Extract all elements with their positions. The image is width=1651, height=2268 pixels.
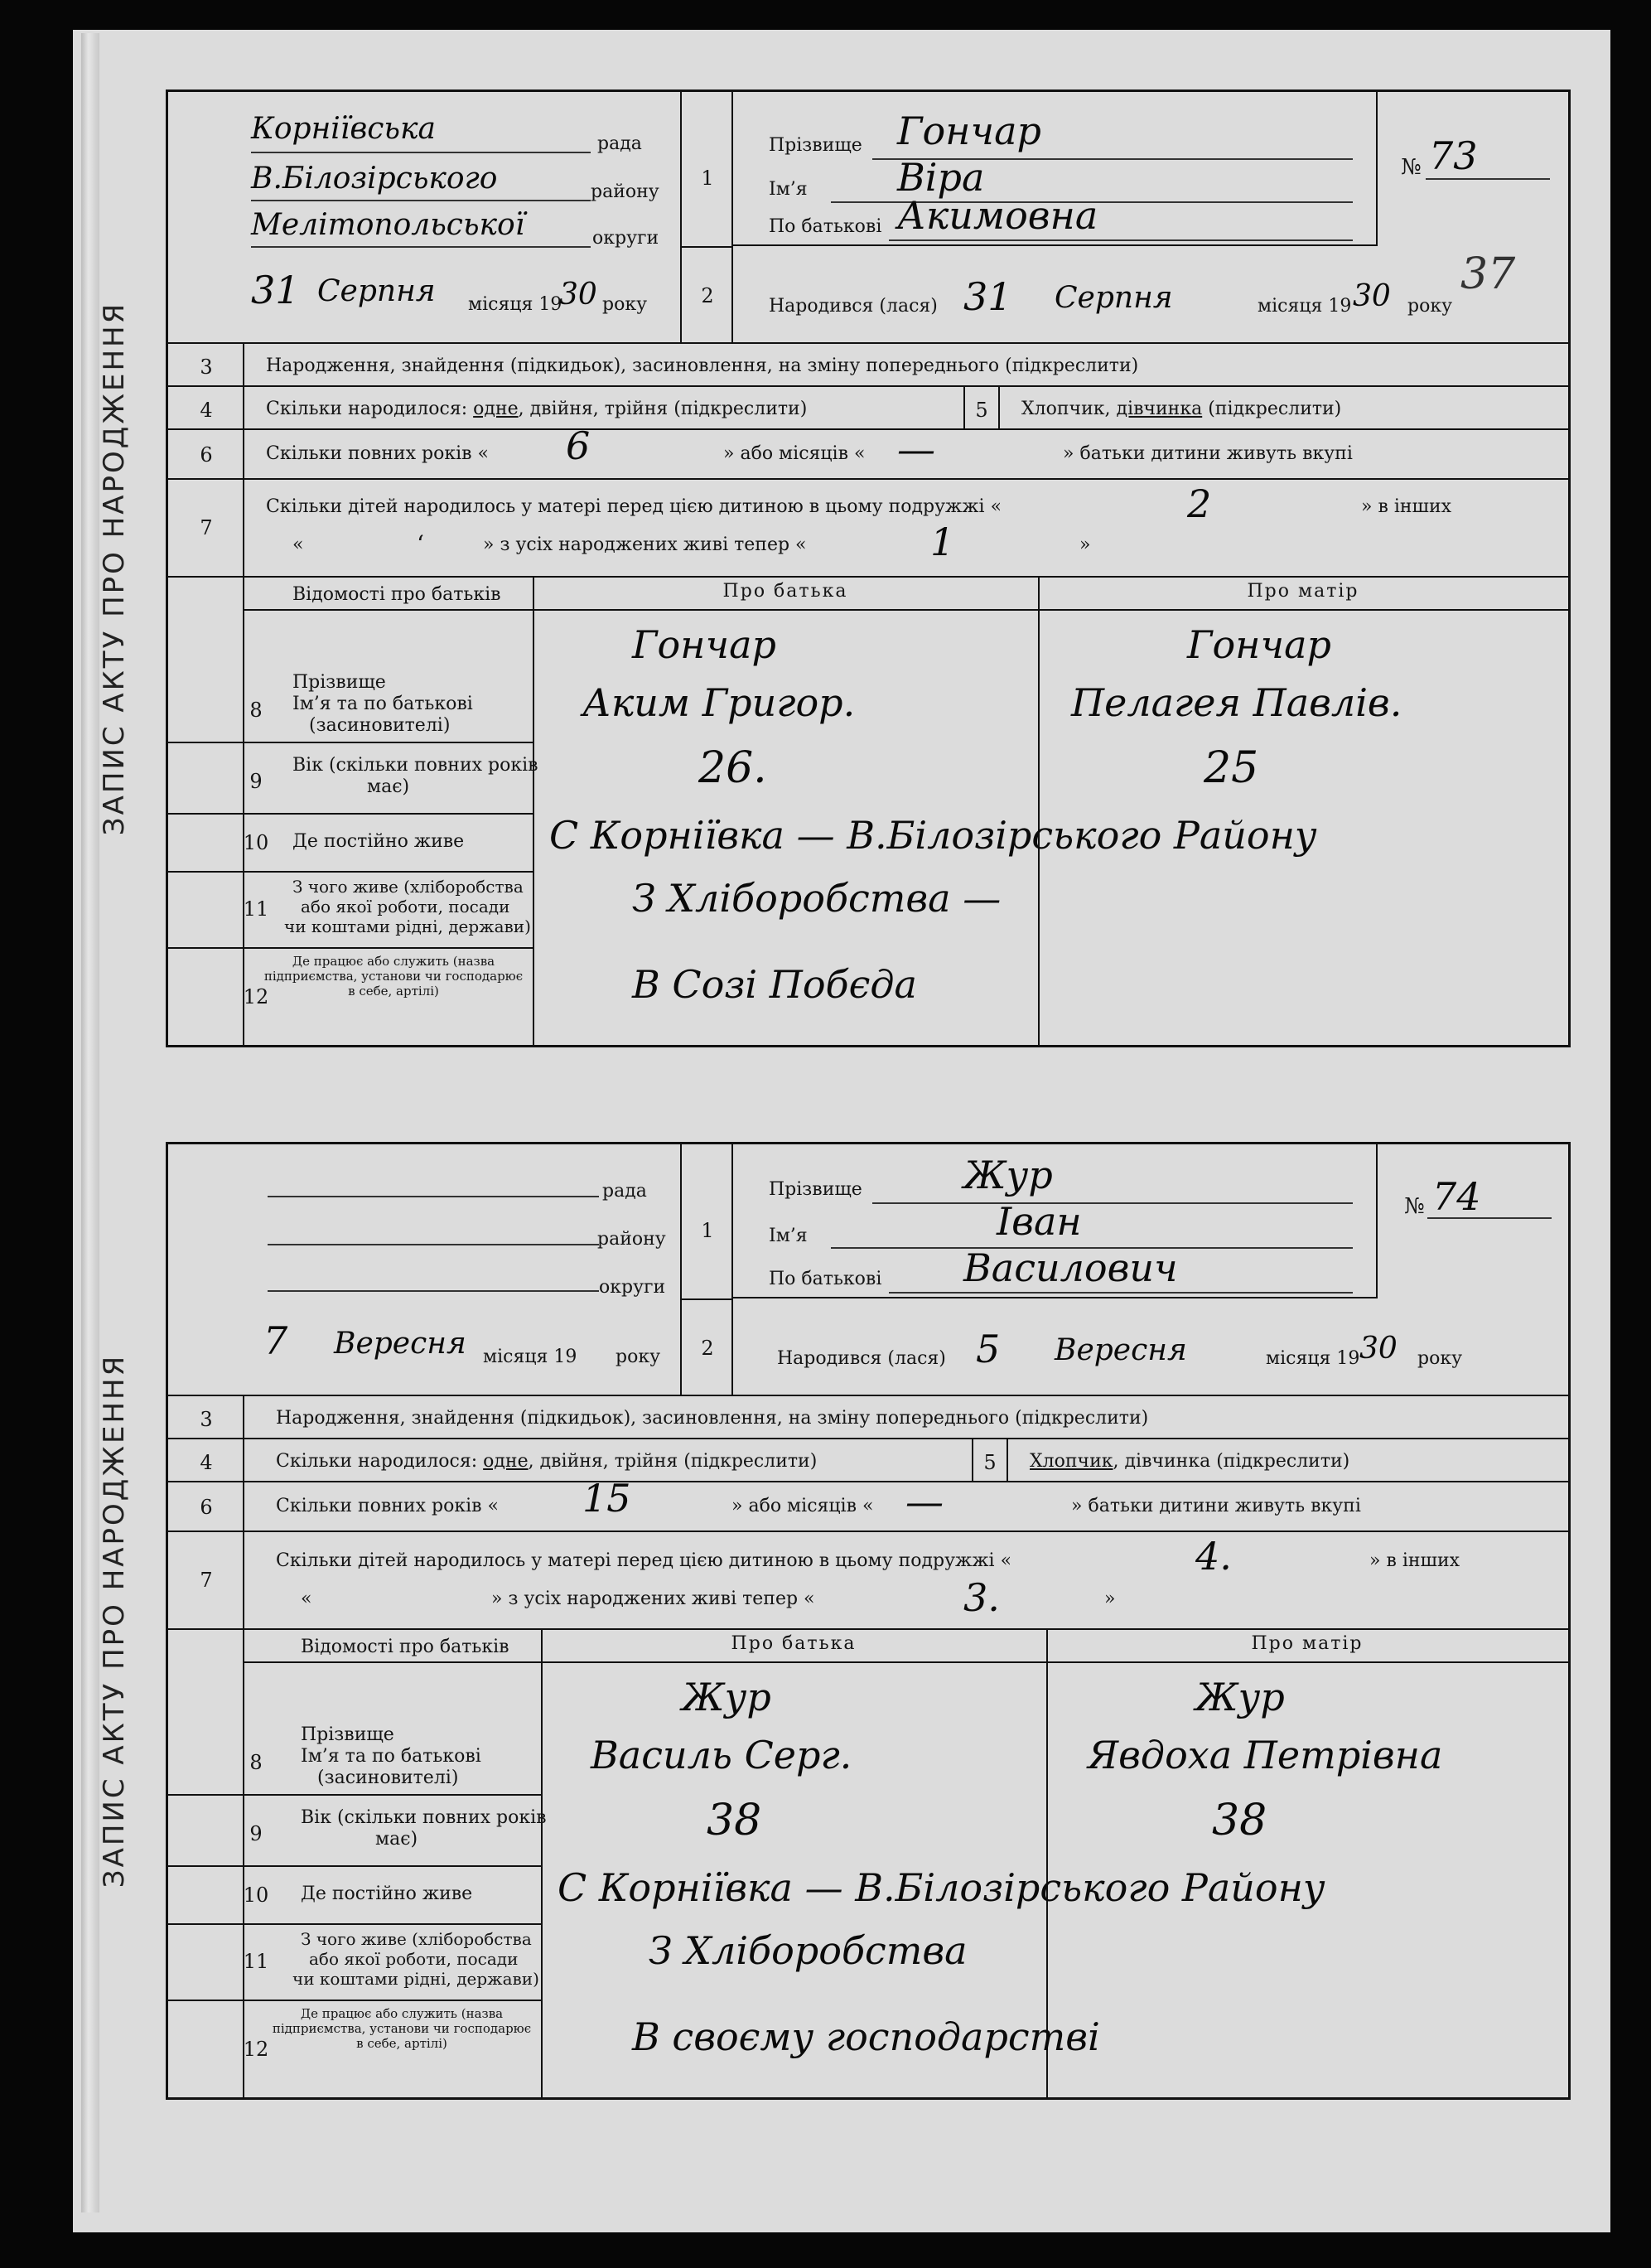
father-header: Про батька	[731, 1633, 857, 1654]
children-married: 4.	[1195, 1534, 1232, 1579]
row4-text: Скільки народилося: одне, двійня, трійня (підкреслити)	[266, 399, 808, 419]
born-month-label: місяця 19	[1258, 296, 1352, 317]
reg-year-label: року	[616, 1347, 661, 1367]
row-number: 7	[200, 516, 213, 539]
row-number: 12	[243, 2038, 269, 2061]
r8-label1: Прізвище	[292, 672, 386, 693]
row-number: 5	[975, 399, 988, 422]
birth-record-form-1	[98, 89, 1571, 1047]
child-surname: Жур	[963, 1153, 1053, 1197]
born-year: 30	[1353, 279, 1391, 313]
r12-label: Де працює або служить (назва підприємства, установи чи господарює в себе, артілі)	[263, 954, 524, 999]
record-number-label: №	[1401, 155, 1422, 180]
father-header: Про батька	[722, 581, 848, 602]
r8-label2: Ім’я та по батькові	[301, 1746, 481, 1767]
reg-month-label: місяця 19	[483, 1347, 577, 1367]
mother-age: 38	[1212, 1796, 1267, 1845]
years-together: 6	[566, 423, 591, 468]
r8-label3: (засиновителі)	[309, 715, 451, 736]
row-number: 6	[200, 443, 213, 467]
father-name: Василь Серг.	[591, 1733, 852, 1777]
reg-day: 31	[251, 268, 300, 312]
child-patronymic: Василович	[963, 1245, 1178, 1290]
row5-text: Хлопчик, дівчинка (підкреслити)	[1030, 1451, 1350, 1472]
mother-header: Про матір	[1247, 581, 1359, 602]
r11-label3: чи коштами рідні, держави)	[292, 1969, 539, 1989]
mother-name: Пелагея Павлів.	[1071, 680, 1402, 725]
row-number: 1	[701, 167, 714, 190]
r11-label1: З чого живе (хліборобства	[292, 877, 524, 897]
born-year: 30	[1359, 1332, 1398, 1366]
row-number: 3	[200, 355, 213, 379]
years-together: 15	[582, 1476, 631, 1521]
born-month-label: місяця 19	[1266, 1348, 1360, 1369]
row7-line1: Скільки дітей народилось у матері перед цією дитиною в цьому подружжі «	[266, 496, 1002, 517]
r11-label1: З чого живе (хліборобства	[301, 1929, 532, 1949]
child-patronymic: Акимовна	[897, 193, 1098, 238]
children-alive: 3.	[963, 1575, 1000, 1620]
record-number: 74	[1432, 1174, 1481, 1219]
r8-label2: Ім’я та по батькові	[292, 694, 473, 714]
r9-label2: має)	[375, 1829, 418, 1850]
born-month: Вересня	[1055, 1333, 1187, 1367]
row-number: 5	[983, 1451, 997, 1474]
occupation: З Хліборобства —	[632, 876, 1002, 921]
reg-month: Серпня	[317, 274, 436, 308]
born-year-label: року	[1407, 296, 1453, 317]
row-number: 12	[243, 985, 269, 1008]
raion-label: району	[591, 181, 659, 202]
born-label: Народився (лася)	[777, 1348, 946, 1369]
r9-label1: Вік (скільки повних років	[301, 1807, 547, 1828]
row7-q1: «	[301, 1589, 312, 1609]
parents-info-header: Відомості про батьків	[292, 584, 501, 605]
row-number: 8	[249, 699, 263, 722]
row4-text: Скільки народилося: одне, двійня, трійня (підкреслити)	[276, 1451, 818, 1472]
mother-surname: Жур	[1195, 1675, 1285, 1719]
row-number: 9	[249, 770, 263, 793]
row-number: 11	[243, 897, 269, 921]
workplace: В Созі Побєда	[632, 962, 917, 1007]
reg-month: Вересня	[334, 1327, 466, 1361]
r9-label2: має)	[367, 776, 410, 797]
born-day: 5	[976, 1327, 1001, 1371]
mother-surname: Гончар	[1187, 622, 1331, 667]
residence: С Корніївка — В.Білозірського Району	[558, 1865, 1325, 1910]
r10-label: Де постійно живе	[301, 1884, 473, 1904]
children-alive: 1	[930, 520, 955, 564]
row-number: 7	[200, 1569, 213, 1592]
father-surname: Гончар	[632, 622, 776, 667]
rada-value: Корніївська	[251, 112, 436, 146]
rada-label: рада	[602, 1181, 647, 1202]
record-number: 73	[1429, 133, 1478, 178]
record-number-label: №	[1404, 1194, 1425, 1219]
father-name: Аким Григор.	[582, 680, 856, 725]
okruh-label: округи	[599, 1277, 666, 1298]
occupation: З Хліборобства	[649, 1928, 968, 1973]
born-year-label: року	[1417, 1348, 1463, 1369]
row-number: 3	[200, 1408, 213, 1431]
r10-label: Де постійно живе	[292, 831, 465, 852]
row6-label-c: » батьки дитини живуть вкупі	[1071, 1496, 1361, 1516]
row6-label-b: » або місяців «	[731, 1496, 874, 1516]
child-surname: Гончар	[897, 109, 1041, 153]
row-number: 1	[701, 1219, 714, 1242]
r11-label3: чи коштами рідні, держави)	[284, 916, 531, 936]
raion-label: району	[597, 1229, 666, 1250]
patronymic-label: По батькові	[769, 216, 882, 237]
r12-label: Де працює або служить (назва підприємства, установи чи господарює в себе, артілі)	[272, 2006, 532, 2051]
months-together: —	[905, 1479, 944, 1524]
mother-age: 25	[1204, 743, 1259, 793]
row7-line2: » з усіх народжених живі тепер «	[483, 534, 807, 555]
reg-month-label: місяця 19	[468, 294, 562, 315]
row6-label-a: Скільки повних років «	[276, 1496, 499, 1516]
surname-label: Прізвище	[769, 135, 862, 156]
born-month: Серпня	[1055, 281, 1173, 315]
row3-text: Народження, знайдення (підкидьок), засиновлення, на зміну попереднього (підкреслити)	[276, 1408, 1149, 1429]
r11-label2: або якої роботи, посади	[309, 1949, 519, 1969]
row-number: 11	[243, 1950, 269, 1973]
birth-record-form-2	[98, 1142, 1571, 2100]
row-number: 2	[701, 1337, 714, 1360]
surname-label: Прізвище	[769, 1179, 862, 1200]
born-label: Народився (лася)	[769, 296, 938, 317]
child-name: Віра	[897, 155, 985, 200]
raion-value: В.Білозірського	[251, 162, 498, 196]
row7-line2: » з усіх народжених живі тепер «	[491, 1589, 815, 1609]
r8-label1: Прізвище	[301, 1724, 394, 1745]
workplace: В своєму господарстві	[632, 2014, 1100, 2059]
vertical-title: ЗАПИС АКТУ ПРО НАРОДЖЕННЯ	[98, 301, 131, 836]
name-label: Ім’я	[769, 1226, 808, 1246]
row7-q1: «	[292, 534, 304, 555]
row3-text: Народження, знайдення (підкидьок), засиновлення, на зміну попереднього (підкреслити)	[266, 355, 1139, 376]
reg-year-label: року	[602, 294, 648, 315]
margin-note: 37	[1460, 249, 1516, 299]
row-number: 10	[243, 1884, 269, 1907]
father-age: 26.	[698, 743, 767, 793]
okruh-label: округи	[592, 228, 659, 249]
born-day: 31	[963, 274, 1012, 319]
children-other: ‘	[417, 530, 424, 558]
r9-label1: Вік (скільки повних років	[292, 755, 538, 776]
residence: С Корніївка — В.Білозірського Району	[549, 813, 1317, 858]
reg-day: 7	[263, 1318, 288, 1363]
parents-info-header: Відомості про батьків	[301, 1637, 509, 1657]
row7-line1: Скільки дітей народилось у матері перед цією дитиною в цьому подружжі «	[276, 1550, 1012, 1571]
row-number: 10	[243, 831, 269, 854]
father-age: 38	[707, 1796, 762, 1845]
patronymic-label: По батькові	[769, 1269, 882, 1289]
row-number: 4	[200, 1451, 213, 1474]
row-number: 4	[200, 399, 213, 422]
mother-header: Про матір	[1251, 1633, 1364, 1654]
children-married: 2	[1187, 481, 1212, 526]
vertical-title: ЗАПИС АКТУ ПРО НАРОДЖЕННЯ	[98, 1353, 131, 1888]
row7-line1-end: » в інших	[1369, 1550, 1460, 1571]
row7-q2: »	[1104, 1589, 1116, 1609]
row-number: 6	[200, 1496, 213, 1519]
okruh-value: Мелітопольської	[251, 208, 525, 242]
row-number: 8	[249, 1751, 263, 1774]
mother-name: Явдоха Петрівна	[1088, 1733, 1443, 1777]
r8-label3: (засиновителі)	[317, 1767, 459, 1788]
reg-year: 30	[559, 278, 597, 312]
row6-label-c: » батьки дитини живуть вкупі	[1063, 443, 1353, 464]
rada-label: рада	[597, 133, 642, 154]
row5-text: Хлопчик, дівчинка (підкреслити)	[1021, 399, 1342, 419]
row-number: 9	[249, 1822, 263, 1845]
row7-q2: »	[1079, 534, 1091, 555]
months-together: —	[897, 427, 935, 471]
row6-label-b: » або місяців «	[723, 443, 866, 464]
row6-label-a: Скільки повних років «	[266, 443, 489, 464]
name-label: Ім’я	[769, 179, 808, 200]
row7-line1-end: » в інших	[1361, 496, 1452, 517]
father-surname: Жур	[682, 1675, 771, 1719]
row-number: 2	[701, 284, 714, 307]
child-name: Іван	[997, 1199, 1082, 1244]
r11-label2: або якої роботи, посади	[301, 897, 510, 916]
